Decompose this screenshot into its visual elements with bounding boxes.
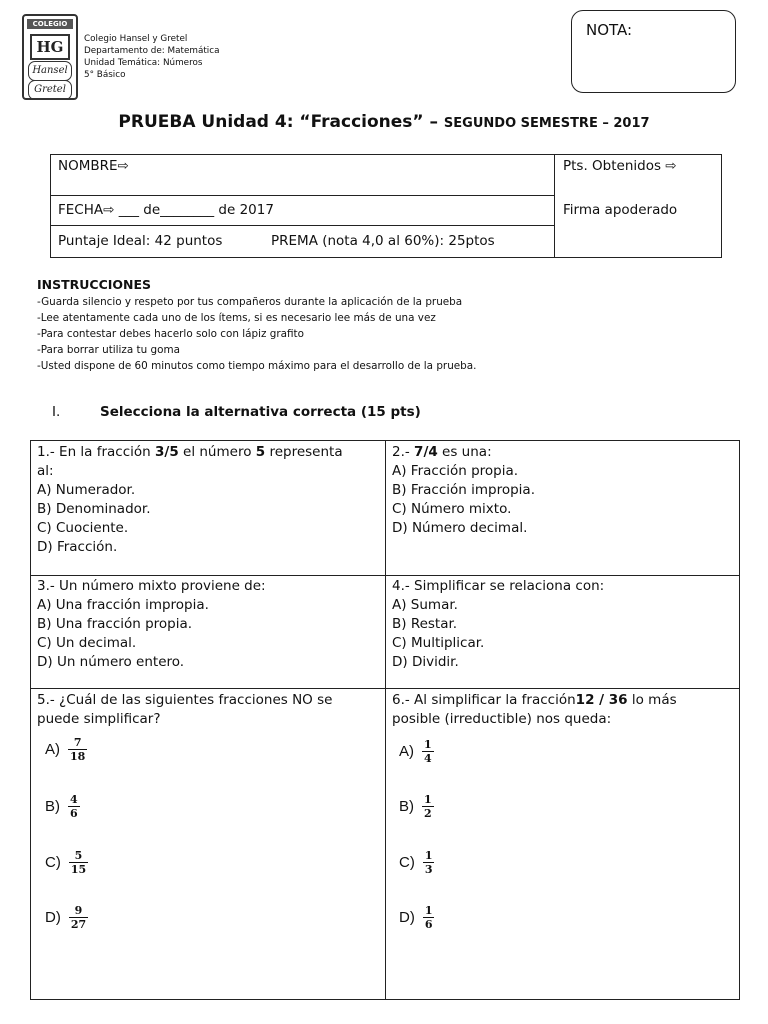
- q6-stem-post: lo más: [627, 692, 677, 708]
- logo-top-text: COLEGIO: [27, 19, 73, 29]
- q6-option-c-numerator: 1: [424, 849, 433, 862]
- q6-option-a-label: A): [399, 743, 414, 760]
- question-5: [37, 691, 332, 729]
- q2-option-c[interactable]: C) Número mixto.: [392, 501, 512, 517]
- q3-option-a[interactable]: A) Una fracción impropia.: [37, 597, 209, 613]
- q4-option-c[interactable]: C) Multiplicar.: [392, 635, 485, 651]
- guardian-signature-field[interactable]: Firma apoderado: [563, 202, 678, 218]
- instruction-item: -Para contestar debes hacerlo solo con lápiz grafito: [37, 328, 304, 340]
- q6-fraction: 12 / 36: [575, 692, 628, 708]
- q3-option-b[interactable]: B) Una fracción propia.: [37, 616, 193, 632]
- q5-option-b-label: B): [45, 798, 60, 815]
- q5-option-c[interactable]: [45, 849, 88, 876]
- q5-option-d-numerator: 9: [69, 904, 88, 918]
- q3-stem: 3.- Un número mixto proviene de:: [37, 578, 266, 594]
- q6-option-c[interactable]: [399, 849, 434, 876]
- q6-option-b[interactable]: [399, 793, 434, 820]
- q5-option-c-numerator: 5: [69, 849, 88, 863]
- questions-grid: [30, 440, 740, 1000]
- logo-word-2: Gretel: [28, 80, 72, 100]
- school-logo: [22, 14, 78, 100]
- q1-stem-post: representa: [265, 444, 343, 460]
- q6-option-d-label: D): [399, 909, 415, 926]
- instructions-list: [37, 294, 476, 374]
- student-info-table: [50, 154, 722, 258]
- q5-option-a-label: A): [45, 741, 60, 758]
- q4-option-b[interactable]: B) Restar.: [392, 616, 458, 632]
- question-4: [392, 577, 604, 672]
- q1-stem-line2: al:: [37, 463, 54, 479]
- q5-option-c-denominator: 15: [70, 863, 87, 876]
- section-title: Selecciona la alternativa correcta (15 pts): [100, 404, 421, 420]
- q5-option-a[interactable]: [45, 736, 87, 763]
- q5-option-a-denominator: 18: [70, 750, 86, 763]
- q6-stem-line2: posible (irreductible) nos queda:: [392, 711, 612, 727]
- section-number: I.: [52, 404, 61, 420]
- logo-word-1: Hansel: [28, 61, 72, 81]
- q5-option-b[interactable]: [45, 793, 80, 820]
- q6-option-a-denominator: 4: [424, 752, 432, 765]
- q6-option-d-numerator: 1: [424, 904, 433, 917]
- section-heading: [52, 404, 421, 420]
- q4-stem: 4.- Simplificar se relaciona con:: [392, 578, 605, 594]
- q4-option-a[interactable]: A) Sumar.: [392, 597, 458, 613]
- school-department: Departamento de: Matemática: [84, 46, 220, 56]
- school-info: [84, 33, 219, 81]
- title-semester: SEGUNDO SEMESTRE – 2017: [443, 116, 650, 131]
- title-part-1: PRUEBA Unidad 4: “: [118, 112, 311, 132]
- q6-option-b-numerator: 1: [424, 793, 432, 806]
- school-name: Colegio Hansel y Gretel: [84, 34, 188, 44]
- question-6: [392, 691, 677, 729]
- q5-stem-line2: puede simplificar?: [37, 711, 161, 727]
- q5-option-b-numerator: 4: [70, 793, 78, 806]
- q1-fraction: 3/5: [155, 444, 179, 460]
- q2-stem-post: es una:: [437, 444, 492, 460]
- prema-score: PREMA (nota 4,0 al 60%): 25ptos: [271, 233, 495, 249]
- q4-option-d[interactable]: D) Dividir.: [392, 654, 459, 670]
- q6-option-c-denominator: 3: [424, 863, 433, 876]
- logo-monogram: HG: [30, 34, 70, 60]
- date-field[interactable]: FECHA⇨ ___ de________ de 2017: [58, 202, 274, 218]
- q2-option-d[interactable]: D) Número decimal.: [392, 520, 528, 536]
- q5-option-c-label: C): [45, 854, 61, 871]
- q6-stem-pre: 6.- Al simplificar la fracción: [392, 692, 576, 708]
- q1-stem-mid: el número: [178, 444, 256, 460]
- title-part-3: ” –: [412, 112, 444, 132]
- q6-option-a-numerator: 1: [424, 738, 432, 751]
- grade-label: NOTA:: [586, 21, 633, 39]
- school-grade: 5° Básico: [84, 70, 126, 80]
- q5-stem-line1: 5.- ¿Cuál de las siguientes fracciones NO se: [37, 692, 333, 708]
- instruction-item: -Para borrar utiliza tu goma: [37, 344, 180, 356]
- grade-box[interactable]: [571, 10, 736, 93]
- q2-option-b[interactable]: B) Fracción impropia.: [392, 482, 535, 498]
- q5-option-d-denominator: 27: [70, 918, 87, 931]
- q6-option-a[interactable]: [399, 738, 434, 765]
- q1-option-c[interactable]: C) Cuociente.: [37, 520, 129, 536]
- q6-option-b-denominator: 2: [424, 807, 432, 820]
- name-field[interactable]: NOMBRE⇨: [58, 158, 129, 174]
- q2-fraction: 7/4: [414, 444, 438, 460]
- q1-number: 5: [255, 444, 266, 460]
- q6-option-b-label: B): [399, 798, 414, 815]
- title-topic: Fracciones: [310, 112, 413, 132]
- ideal-score: Puntaje Ideal: 42 puntos: [58, 233, 223, 249]
- question-2: [392, 443, 535, 538]
- instruction-item: -Lee atentamente cada uno de los ítems, si es necesario lee más de una vez: [37, 312, 436, 324]
- page-title: [0, 112, 768, 132]
- q1-stem-pre: 1.- En la fracción: [37, 444, 156, 460]
- q2-option-a[interactable]: A) Fracción propia.: [392, 463, 519, 479]
- q3-option-c[interactable]: C) Un decimal.: [37, 635, 137, 651]
- q5-option-d-label: D): [45, 909, 61, 926]
- points-field[interactable]: Pts. Obtenidos ⇨: [563, 158, 677, 174]
- q1-option-d[interactable]: D) Fracción.: [37, 539, 118, 555]
- question-1: [37, 443, 343, 557]
- q2-stem-pre: 2.-: [392, 444, 415, 460]
- q5-option-d[interactable]: [45, 904, 88, 931]
- q5-option-a-numerator: 7: [68, 736, 87, 750]
- q3-option-d[interactable]: D) Un número entero.: [37, 654, 185, 670]
- q5-option-b-denominator: 6: [70, 807, 78, 820]
- q6-option-d-denominator: 6: [424, 918, 433, 931]
- school-unit: Unidad Temática: Números: [84, 58, 203, 68]
- q6-option-c-label: C): [399, 854, 415, 871]
- instruction-item: -Guarda silencio y respeto por tus compañeros durante la aplicación de la prueba: [37, 296, 463, 308]
- q1-option-a[interactable]: A) Numerador.: [37, 482, 136, 498]
- instructions-title: INSTRUCCIONES: [37, 277, 152, 292]
- q1-option-b[interactable]: B) Denominador.: [37, 501, 151, 517]
- q6-option-d[interactable]: [399, 904, 434, 931]
- instruction-item: -Usted dispone de 60 minutos como tiempo máximo para el desarrollo de la prueba.: [37, 360, 477, 372]
- question-3: [37, 577, 266, 672]
